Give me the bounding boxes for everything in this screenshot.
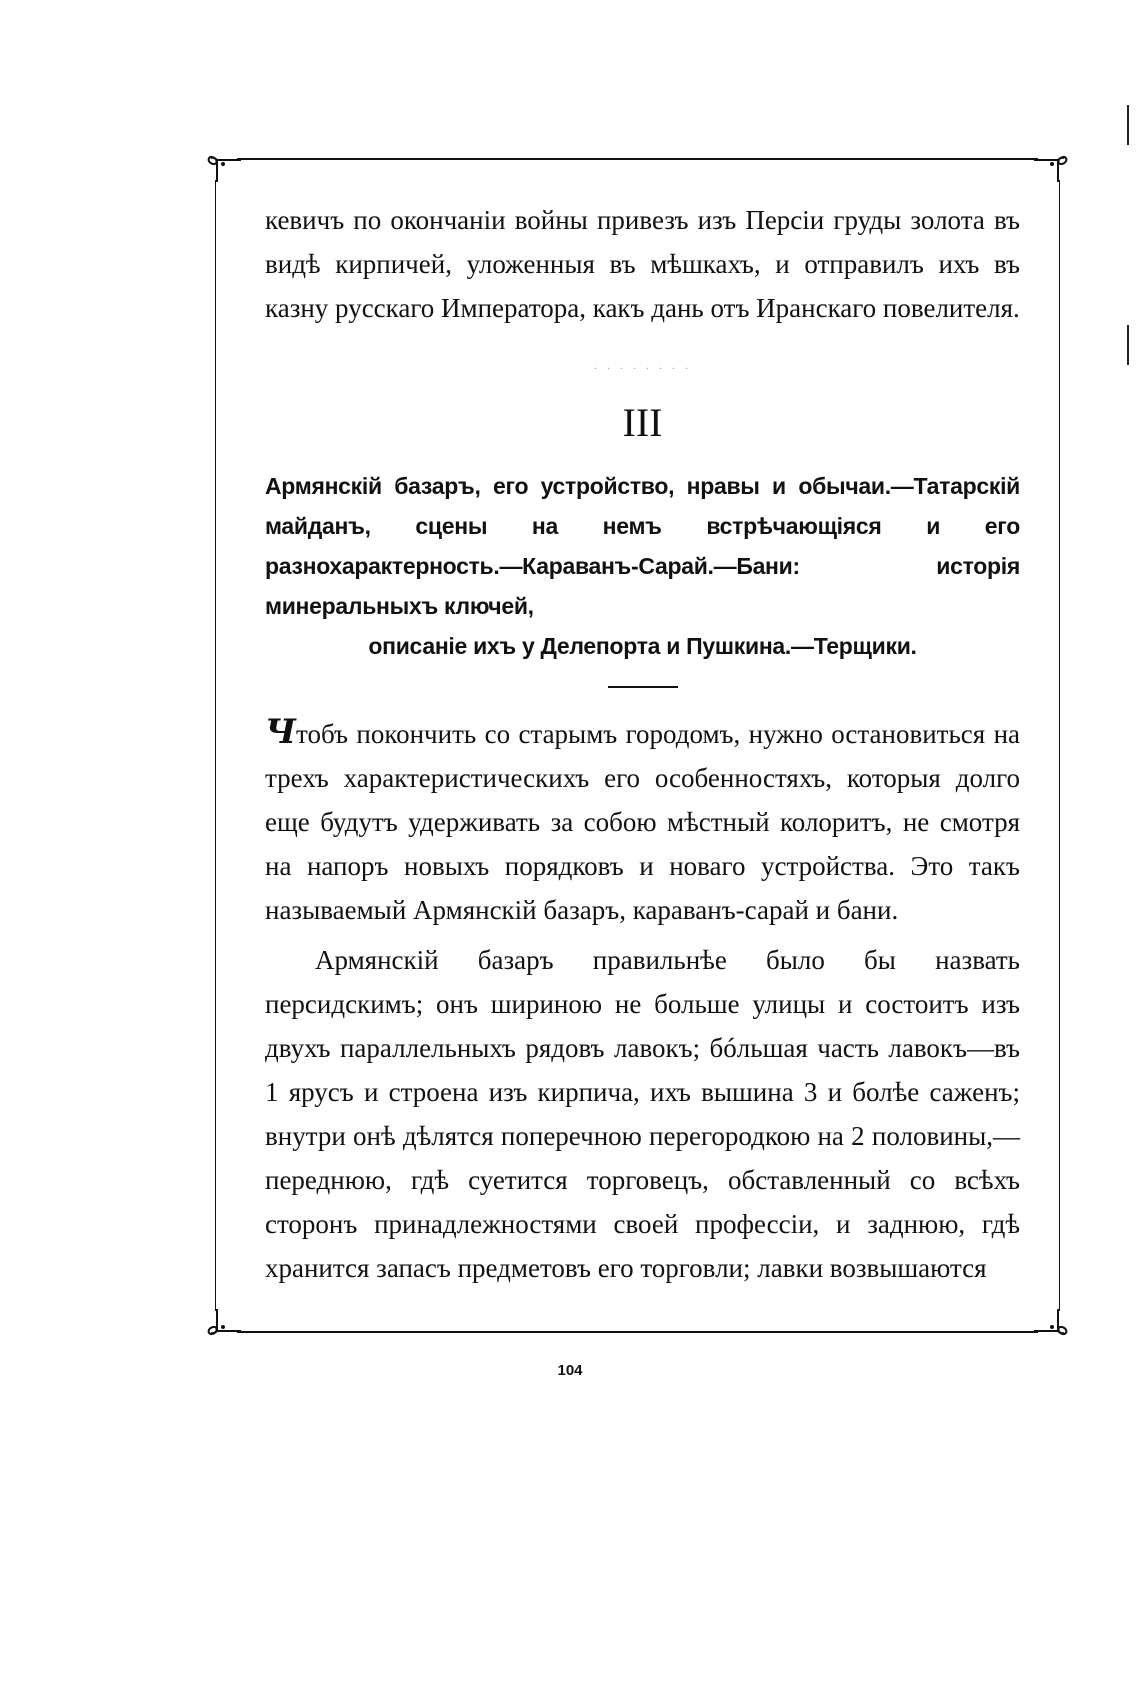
chapter-divider bbox=[608, 686, 678, 688]
frame-rule-left bbox=[215, 180, 216, 1311]
page-frame bbox=[215, 158, 1060, 1333]
frame-rule-right bbox=[1059, 180, 1060, 1311]
continuation-paragraph: кевичъ по окончаніи войны привезъ изъ Персіи груды золота въ видѣ кирпичей, уложенныя въ мѣшкахъ, и отправилъ ихъ въ казну русскаго Императора, какъ дань отъ Иранскаго повелителя. bbox=[265, 205, 1020, 323]
corner-ornament-icon bbox=[1032, 1307, 1072, 1347]
corner-ornament-icon bbox=[203, 1307, 243, 1347]
page-text bbox=[265, 198, 1020, 1290]
scan-edge-mark bbox=[1127, 105, 1132, 145]
frame-rule-top bbox=[237, 158, 1038, 160]
chapter-summary bbox=[265, 466, 1020, 666]
drop-cap: Ч bbox=[265, 712, 297, 752]
page-number: 104 bbox=[557, 1362, 583, 1379]
chapter-numeral: III bbox=[622, 400, 663, 445]
body-paragraph-1 bbox=[265, 710, 1020, 932]
faint-section-mark: · · · · · · · · bbox=[593, 361, 692, 375]
chapter-summary-main: Армянскій базаръ, его устройство, нравы и обычаи.—Татарскій майданъ, сцены на немъ встрѣчающіяся и его разнохарактерность.—Караванъ-Сарай.—Бани: исторія минеральныхъ ключей, bbox=[265, 473, 1020, 619]
chapter-summary-last: описаніе ихъ у Делепорта и Пушкина.—Терщики. bbox=[368, 633, 917, 659]
scan-edge-mark bbox=[1127, 325, 1132, 365]
corner-ornament-icon bbox=[203, 144, 243, 184]
corner-ornament-icon bbox=[1032, 144, 1072, 184]
body-paragraph-1-text: тобъ покончить со старымъ городомъ, нужно остановиться на трехъ характеристическихъ его особенностяхъ, которыя долго еще будутъ удерживать за собою мѣстный колоритъ, не смотря на напоръ новыхъ порядковъ и новаго устройства. Это такъ называемый Армянскій базаръ, караванъ-сарай и бани. bbox=[265, 719, 1020, 925]
frame-rule-bottom bbox=[237, 1331, 1038, 1333]
body-paragraph-2: Армянскій базаръ правильнѣе было бы назвать персидскимъ; онъ шириною не больше улицы и состоитъ изъ двухъ параллельныхъ рядовъ лавокъ; бóльшая часть лавокъ—въ 1 ярусъ и строена изъ кирпича, ихъ вышина 3 и болѣе саженъ; внутри онѣ дѣлятся поперечною перегородкою на 2 половины,—переднюю, гдѣ суетится торговецъ, обставленный со всѣхъ сторонъ принадлежностями своей профессіи, и заднюю, гдѣ хранится запасъ предметовъ его торговли; лавки возвышаются bbox=[265, 945, 1020, 1283]
